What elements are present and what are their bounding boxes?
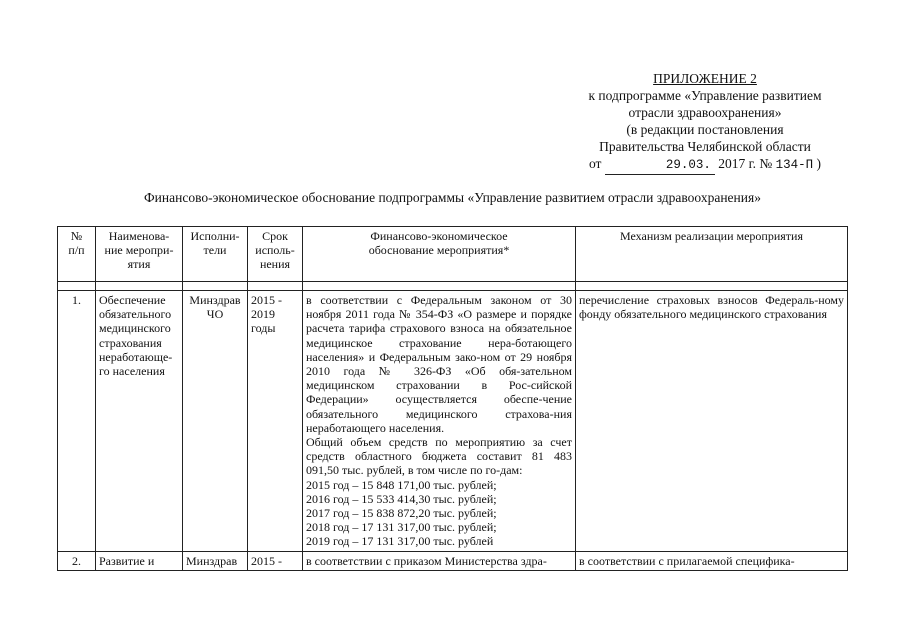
header-mechanism: Механизм реализации мероприятия xyxy=(576,227,848,282)
table-header-row xyxy=(58,227,848,282)
justification-text: в соответствии с Федеральным законом от 30 ноября 2011 года № 354-ФЗ «О размере и порядке расчета тарифа страхового взноса на обязательное медицинское страхование нера-ботающего населения» и Федеральным зако-ном от 29 ноября 2010 года № 326-ФЗ «Об обя-зательном медицинском страховании в Рос-сийской Федерации» осуществляется обеспе-чение обязательного медицинского страхова-ния неработающего населения. xyxy=(306,293,572,435)
row-mechanism: перечисление страховых взносов Федераль-ному фонду обязательного медицинского страхования xyxy=(576,291,848,552)
appendix-year-text: 2017 г. № xyxy=(718,156,773,171)
year-amount: 2016 год – 15 533 414,30 тыс. рублей; xyxy=(306,491,497,506)
header-executor: Исполни- тели xyxy=(183,227,248,282)
from-label: от xyxy=(588,156,602,171)
table-spacer-row xyxy=(58,282,848,291)
table-row xyxy=(58,551,848,570)
header-name: Наименова- ние меропри- ятия xyxy=(96,227,183,282)
row-mechanism: в соответствии с прилагаемой специфика- xyxy=(576,551,848,570)
year-amount: 2018 год – 17 131 317,00 тыс. рублей; xyxy=(306,520,497,535)
appendix-title: ПРИЛОЖЕНИЕ 2 xyxy=(653,71,757,86)
row-name: Обеспечение обязательного медицинского страхования неработающе-го населения xyxy=(96,291,183,552)
document-title: Финансово-экономическое обоснование подпрограммы «Управление развитием отрасли здравоохранения» xyxy=(144,190,761,205)
justification-total: Общий объем средств по мероприятию за счет средств областного бюджета составит 81 483 091,50 тыс. рублей, в том числе по го-дам: xyxy=(306,435,572,478)
appendix-number: 134-П xyxy=(775,158,814,172)
row-term: 2015 - xyxy=(248,551,303,570)
table-row xyxy=(58,291,848,552)
appendix-line: отрасли здравоохранения» xyxy=(628,105,782,120)
header-justification: Финансово-экономическое обоснование мероприятия* xyxy=(303,227,576,282)
appendix-line: Правительства Челябинской области xyxy=(599,139,811,154)
appendix-date-line xyxy=(589,155,821,175)
row-name: Развитие и xyxy=(96,551,183,570)
row-justification xyxy=(303,291,576,552)
year-amount: 2015 год – 15 848 171,00 тыс. рублей; xyxy=(306,477,497,492)
justification-table xyxy=(57,226,848,571)
appendix-line: к подпрограмме «Управление развитием xyxy=(588,88,822,103)
row-executor: Минздрав ЧО xyxy=(183,291,248,552)
header-num: № п/п xyxy=(58,227,96,282)
appendix-line: (в редакции постановления xyxy=(626,122,784,137)
row-num: 1. xyxy=(58,291,96,552)
row-term: 2015 - 2019 годы xyxy=(248,291,303,552)
row-justification: в соответствии с приказом Министерства здра- xyxy=(303,551,576,570)
row-num: 2. xyxy=(58,551,96,570)
year-amount: 2019 год – 17 131 317,00 тыс. рублей xyxy=(306,534,494,549)
appendix-header xyxy=(560,70,850,175)
appendix-close: ) xyxy=(816,156,822,171)
year-amount: 2017 год – 15 838 872,20 тыс. рублей; xyxy=(306,506,497,521)
header-term: Срок исполь- нения xyxy=(248,227,303,282)
row-executor: Минздрав xyxy=(183,551,248,570)
appendix-date: 29.03. xyxy=(605,157,715,175)
